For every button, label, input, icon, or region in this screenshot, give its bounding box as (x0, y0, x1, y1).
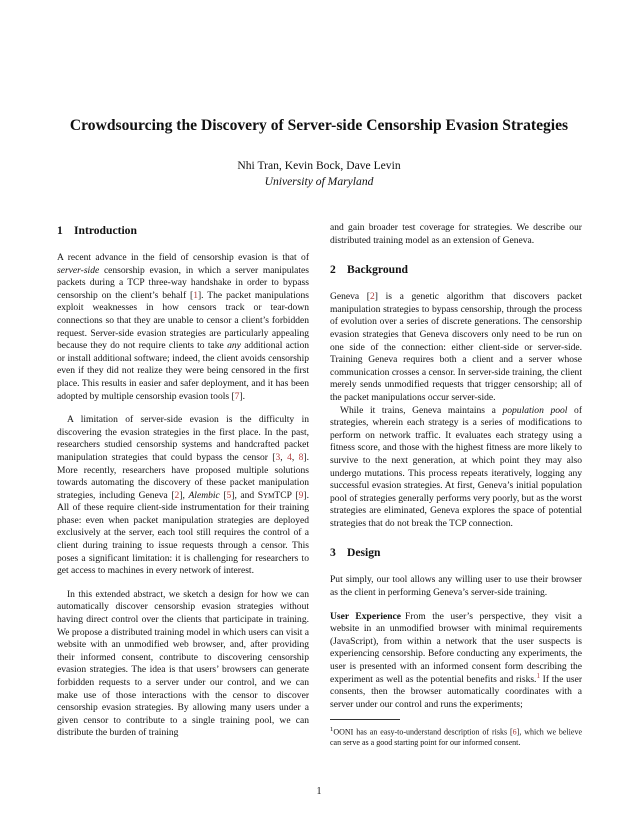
run-in-heading: User Experience (330, 610, 402, 622)
paper-authors: Nhi Tran, Kevin Bock, Dave Levin (237, 159, 401, 172)
citation-link[interactable]: 2 (174, 489, 180, 501)
text-run: [ (219, 489, 227, 501)
tool-name: SymTCP (257, 489, 292, 501)
text-run: From the user’s perspective, they visit a website in an unmodified browser with minimal requirements (JavaScript), from within a network that the user suspects is experiencing censorship. Before conducting any experiments, the user is presented with an informed consent form describing the experiment as well as the potential benefits and risks. (330, 610, 582, 685)
right-column (330, 222, 582, 748)
citation-link[interactable]: 8 (298, 451, 304, 463)
text-run: ], which we believe can serve as a good starting point for our informed consent. (330, 728, 582, 748)
left-column (57, 222, 309, 740)
intro-paragraph-1 (57, 252, 309, 403)
citation-link[interactable]: 5 (226, 489, 232, 501)
text-run: of strategies, wherein each strategy is a series of modifications to perform on network traffic. It evaluates each strategy using a fitness score, and those with the highest fitness are more likely to survive to the next generation, at which point they may also undergo mutations. This process repeats iteratively, logging any successful evasion strategies. At first, Geneva’s initial population pool of strategies generally performs very poorly, but as the worst strategies are eliminated, Geneva explores the space of potential strategies that do not break the TCP connection. (330, 404, 583, 529)
footnote-marker[interactable]: 1 (536, 671, 540, 680)
design-paragraph-1: Put simply, our tool allows any willing user to use their browser as the client in performing Geneva’s server-side training. (330, 574, 582, 599)
section-number: 1 (57, 224, 63, 237)
citation-link[interactable]: 2 (369, 291, 375, 303)
text-run: censorship evasion, in which a server manipulates packets during a TCP three-way handshake in order to bypass censorship on the client’s behalf [ (57, 264, 309, 301)
tool-name: Alembic (188, 489, 220, 501)
emphasis: server-side (57, 264, 100, 276)
text-run: ]. The packet manipulations exploit weaknesses in how censors track or tear-down connections so that they are unable to censor a client’s forbidden request. Server-side evasion strategies are particularly appealing because they do not require clients to take (57, 289, 309, 352)
text-run: ] is a genetic algorithm that discovers packet manipulation strategies to bypass censorship, through the process of evolution over a series of discrete generations. The censorship evasion strategies that Geneva discovers only need to be run on one side of the connection: either client-side or server-side. Training Geneva requires both a client and a server whose communication crosses a censor. In server-side training, the client merely sends unmodified requests that trigger censorship; all of the packet manipulations occur server-side. (330, 291, 582, 403)
intro-paragraph-3: In this extended abstract, we sketch a design for how we can automatically discover censorship evasion strategies without having direct control over the clients that participate in training. We propose a distributed training model in which users can visit a website with an unmodified web browser, and, after providing their informed consent, contribute to discovering censorship evasion strategies. The idea is that users’ browsers can generate forbidden requests to a server under our control, and we can make use of those interactions with the censor to discover censorship evasion strategies. By allowing many users under a given censor to contribute to a single training pool, we can distribute the burden of training (57, 588, 309, 739)
design-paragraph-2 (330, 611, 582, 712)
text-run: [ (291, 489, 299, 501)
text-run: ], and (231, 489, 258, 501)
emphasis: population pool (502, 404, 568, 416)
section-heading-background (330, 263, 582, 277)
section-title: Background (347, 263, 408, 277)
section-number: 3 (330, 546, 336, 560)
section-heading-introduction (57, 224, 309, 238)
text-run: Geneva [ (330, 291, 370, 303)
section-title: Design (347, 546, 381, 560)
text-run: additional action or install additional software; indeed, the client avoids censorship even if they did not realize they were being censored in the first place. This results in easier and safer deployment, and it has been adopted by multiple censorship evasion tools [ (57, 340, 309, 402)
text-run: ]. All of these require client-side instrumentation for their training phase: even when packet manipulation strategies are deployed exclusively at the server, each tool still requires the control of a client during training to issue requests through a censor. This poses a significant limitation: it is challenging for researchers to get access to machines in every network of interest. (57, 489, 309, 577)
citation-link[interactable]: 1 (193, 289, 198, 301)
text-run: If the user consents, then the browser automatically coordinates with a server under our control and runs the experiments; (330, 673, 583, 710)
section-title: Introduction (74, 224, 137, 237)
citation-link[interactable]: 9 (298, 489, 304, 501)
footnote-divider (330, 719, 400, 720)
background-paragraph-2 (330, 405, 582, 531)
text-run: ]. (239, 390, 246, 402)
text-run: ], (179, 489, 189, 501)
section-number: 2 (330, 263, 336, 277)
footnote (330, 725, 582, 748)
citation-link[interactable]: 3 (275, 451, 281, 463)
text-run: , (280, 451, 288, 463)
text-run: A limitation of server-side evasion is the difficulty in discovering the evasion strategies in the first place. In the past, researchers studied censorship systems and handcrafted packet manipulation strategies that could bypass the censor [ (57, 414, 309, 463)
text-run: While it trains, Geneva maintains a (340, 404, 503, 416)
citation-link[interactable]: 7 (234, 390, 240, 402)
text-run: OONI has an easy-to-understand description of risks [ (333, 728, 513, 738)
intro-paragraph-2 (57, 414, 309, 578)
emphasis: any (227, 340, 241, 352)
footnote-number: 1 (330, 726, 334, 734)
citation-link[interactable]: 6 (512, 728, 517, 738)
citation-link[interactable]: 4 (287, 451, 292, 463)
paper-title: Crowdsourcing the Discovery of Server-side Censorship Evasion Strategies (69, 117, 569, 134)
text-run: ]. More recently, researchers have proposed multiple solutions towards automating the discovery of these packet manipulation strategies, including Geneva [ (57, 451, 309, 501)
background-paragraph-1 (330, 291, 582, 404)
page-number: 1 (316, 786, 322, 797)
text-run: , (291, 451, 299, 463)
paper-affiliation: University of Maryland (264, 175, 374, 188)
section-heading-design (330, 546, 582, 560)
intro-continuation: and gain broader test coverage for strategies. We describe our distributed training model as an extension of Geneva. (330, 222, 582, 246)
text-run: A recent advance in the field of censorship evasion is that of (57, 252, 309, 263)
